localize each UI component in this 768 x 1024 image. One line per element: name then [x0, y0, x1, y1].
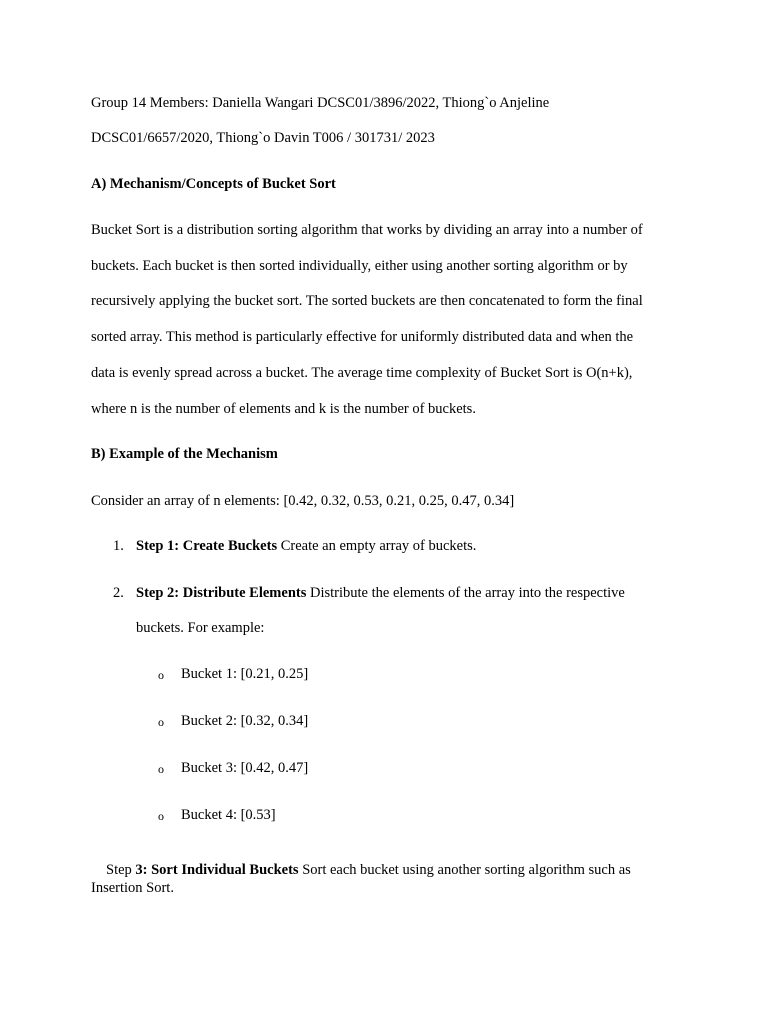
bullet-marker: o [158, 762, 164, 776]
step-1-title: Step 1: Create Buckets [136, 538, 278, 554]
step-3-title: 3: Sort Individual Buckets [135, 862, 299, 878]
step-3-continuation: Insertion Sort. [91, 880, 174, 896]
section-b-heading: B) Example of the Mechanism [91, 446, 278, 462]
step-2-text [136, 584, 625, 602]
step-2-title: Step 2: Distribute Elements [136, 585, 307, 601]
step-2-continuation: buckets. For example: [136, 620, 265, 636]
bucket-list-item: Bucket 2: [0.32, 0.34] [181, 713, 309, 729]
section-a-paragraph-line: where n is the number of elements and k is the number of buckets. [91, 401, 476, 417]
step-3-description: Sort each bucket using another sorting algorithm such as [298, 862, 631, 878]
group-members-line-1: Group 14 Members: Daniella Wangari DCSC01/3896/2022, Thiong`o Anjeline [91, 95, 550, 111]
bullet-marker: o [158, 668, 164, 682]
bucket-list-item: Bucket 3: [0.42, 0.47] [181, 760, 309, 776]
step-1-text [136, 537, 476, 555]
section-a-paragraph-line: buckets. Each bucket is then sorted individually, either using another sorting algorithm or by [91, 258, 628, 274]
bullet-marker: o [158, 809, 164, 823]
step-1-number: 1. [113, 538, 124, 554]
step-3-text [106, 861, 631, 879]
section-a-heading: A) Mechanism/Concepts of Bucket Sort [91, 176, 336, 192]
section-a-paragraph-line: recursively applying the bucket sort. The sorted buckets are then concatenated to form the final [91, 293, 643, 309]
bucket-list-item: Bucket 1: [0.21, 0.25] [181, 666, 309, 682]
example-intro: Consider an array of n elements: [0.42, 0.32, 0.53, 0.21, 0.25, 0.47, 0.34] [91, 493, 515, 509]
section-a-paragraph-line: data is evenly spread across a bucket. The average time complexity of Bucket Sort is O(n+k), [91, 365, 633, 381]
bucket-list-item: Bucket 4: [0.53] [181, 807, 276, 823]
step-1-description: Create an empty array of buckets. [277, 538, 477, 554]
bullet-marker: o [158, 715, 164, 729]
section-a-paragraph-line: sorted array. This method is particularly effective for uniformly distributed data and when the [91, 329, 634, 345]
group-members-line-2: DCSC01/6657/2020, Thiong`o Davin T006 / 301731/ 2023 [91, 130, 435, 146]
step-2-number: 2. [113, 585, 124, 601]
step-2-description: Distribute the elements of the array into the respective [306, 585, 625, 601]
step-3-prefix: Step [106, 862, 136, 878]
section-a-paragraph-line: Bucket Sort is a distribution sorting algorithm that works by dividing an array into a number of [91, 222, 643, 238]
